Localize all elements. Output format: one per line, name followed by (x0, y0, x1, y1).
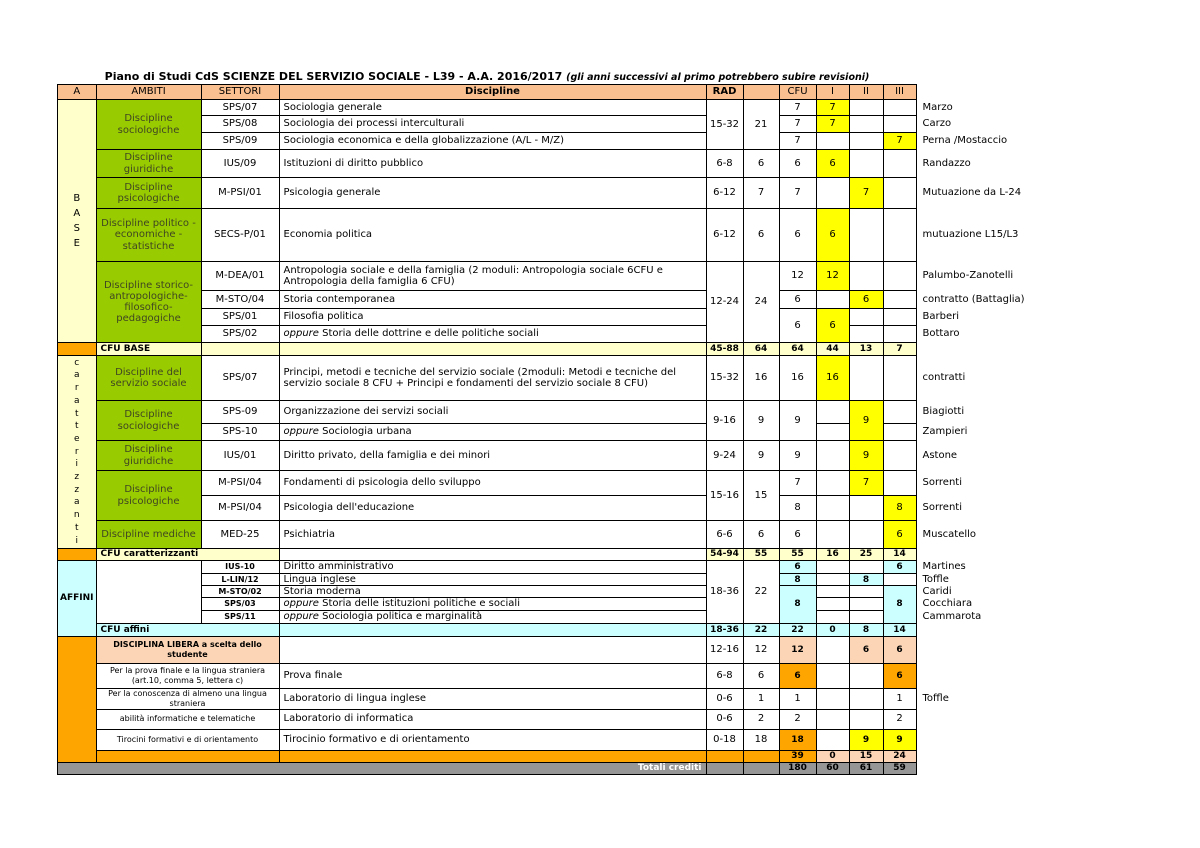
ambito: Discipline sociologiche (96, 100, 201, 150)
docente: Perna /Mostaccio (916, 133, 1046, 150)
rad-value: 1 (743, 688, 779, 709)
study-plan-table (57, 84, 1047, 775)
anno1 (816, 586, 849, 598)
rad-range: 18-36 (706, 623, 743, 636)
disciplina (279, 636, 706, 663)
rad-value: 22 (743, 561, 779, 624)
disciplina: Diritto privato, della famiglia e dei minori (279, 441, 706, 471)
docente: Toffle (916, 688, 1046, 709)
col-header-discipline: Discipline (279, 85, 706, 100)
section-strip (58, 636, 97, 762)
anno2 (849, 709, 883, 729)
ambito: Discipline psicologiche (96, 178, 201, 209)
disciplina: Economia politica (279, 209, 706, 262)
cfu-caratterizzanti-label: CFU caratterizzanti (96, 549, 279, 561)
rad-range: 0-6 (706, 688, 743, 709)
anno1: 6 (816, 209, 849, 262)
rad-value: 7 (743, 178, 779, 209)
col-header-ambiti: AMBITI (96, 85, 201, 100)
anno3: 2 (883, 709, 916, 729)
cfu: 8 (779, 574, 816, 586)
anno2: 25 (849, 549, 883, 561)
disciplina: Storia moderna (279, 586, 706, 598)
docente (916, 549, 1046, 561)
anno2: 13 (849, 343, 883, 356)
anno2 (849, 116, 883, 133)
anno3 (883, 309, 916, 326)
anno3 (883, 116, 916, 133)
rad-value: 9 (743, 401, 779, 441)
anno2: 9 (849, 729, 883, 750)
docente (916, 729, 1046, 750)
cell (201, 343, 279, 356)
col-header-a: A (58, 85, 97, 100)
disciplina: Sociologia dei processi interculturali (279, 116, 706, 133)
docente: Marzo (916, 100, 1046, 116)
docente: Sorrenti (916, 496, 1046, 521)
docente: Barberi (916, 309, 1046, 326)
anno2 (849, 688, 883, 709)
anno2: 15 (849, 750, 883, 762)
anno3 (883, 150, 916, 178)
rad-value: 2 (743, 709, 779, 729)
ambito: Per la conoscenza di almeno una lingua straniera (96, 688, 279, 709)
ambito: Discipline giuridiche (96, 150, 201, 178)
rad-value: 64 (743, 343, 779, 356)
rad-value: 6 (743, 521, 779, 549)
cfu: 7 (779, 178, 816, 209)
page-title-main: Piano di Studi CdS SCIENZE DEL SERVIZIO SOCIALE - L39 - A.A. 2016/2017 (104, 70, 567, 83)
anno2: 7 (849, 471, 883, 496)
cfu: 18 (779, 729, 816, 750)
rad-range: 6-8 (706, 150, 743, 178)
cfu: 7 (779, 116, 816, 133)
docente: Cammarota (916, 610, 1046, 623)
col-header-anno2: II (849, 85, 883, 100)
cell (279, 750, 706, 762)
anno2 (849, 496, 883, 521)
cfu-affini-label: CFU affini (96, 623, 279, 636)
rad-value: 24 (743, 262, 779, 343)
docente: Muscatello (916, 521, 1046, 549)
settore: IUS/01 (201, 441, 279, 471)
disciplina: Principi, metodi e tecniche del servizio sociale (2moduli: Metodi e tecniche del servizio sociale 8 CFU + Principi e fondamenti del servizio sociale 8 CFU) (279, 356, 706, 401)
anno1 (816, 663, 849, 688)
anno1: 6 (816, 309, 849, 343)
page-title-note: (gli anni successivi al primo potrebbero subire revisioni) (566, 72, 870, 83)
anno1: 6 (816, 150, 849, 178)
docente: Toffle (916, 574, 1046, 586)
settore: SPS/03 (201, 598, 279, 610)
cfu: 6 (779, 521, 816, 549)
anno2: 6 (849, 636, 883, 663)
cfu: 6 (779, 561, 816, 574)
cfu: 7 (779, 471, 816, 496)
settore: M-DEA/01 (201, 262, 279, 291)
anno1 (816, 441, 849, 471)
cfu: 9 (779, 401, 816, 441)
anno1 (816, 610, 849, 623)
docente: Cocchiara (916, 598, 1046, 610)
anno1 (816, 561, 849, 574)
settore: M-PSI/04 (201, 496, 279, 521)
rad-range: 18-36 (706, 561, 743, 624)
anno2 (849, 610, 883, 623)
docente: Mutuazione da L-24 (916, 178, 1046, 209)
col-header-anno3: III (883, 85, 916, 100)
rad-value: 6 (743, 209, 779, 262)
ambito: Discipline giuridiche (96, 441, 201, 471)
disciplina: Antropologia sociale e della famiglia (2 moduli: Antropologia sociale 6CFU e Antropologia della famiglia 6 CFU) (279, 262, 706, 291)
anno3 (883, 574, 916, 586)
disciplina: Sociologia generale (279, 100, 706, 116)
settore: M-PSI/01 (201, 178, 279, 209)
anno1: 44 (816, 343, 849, 356)
cfu: 12 (779, 636, 816, 663)
anno2 (849, 521, 883, 549)
ambito: Discipline politico - economiche - statistiche (96, 209, 201, 262)
rad-value: 55 (743, 549, 779, 561)
anno2: 6 (849, 291, 883, 309)
docente: contratti (916, 356, 1046, 401)
anno1 (816, 729, 849, 750)
rad-range: 6-8 (706, 663, 743, 688)
disciplina: Lingua inglese (279, 574, 706, 586)
rad-range: 15-16 (706, 471, 743, 521)
anno3: 14 (883, 623, 916, 636)
cfu: 12 (779, 262, 816, 291)
anno2: 9 (849, 441, 883, 471)
rad-range: 0-18 (706, 729, 743, 750)
cfu: 6 (779, 209, 816, 262)
anno2: 8 (849, 623, 883, 636)
rad-value: 6 (743, 663, 779, 688)
rad-value: 16 (743, 356, 779, 401)
rad-range: 6-12 (706, 209, 743, 262)
docente (916, 762, 1046, 774)
docente: mutuazione L15/L3 (916, 209, 1046, 262)
docente: Sorrenti (916, 471, 1046, 496)
anno1 (816, 471, 849, 496)
rad-range: 6-12 (706, 178, 743, 209)
anno2-totale: 61 (849, 762, 883, 774)
anno3: 8 (883, 586, 916, 623)
section-label-caratterizzanti: c a r a t t e r i z z a n t i (58, 356, 97, 549)
anno2 (849, 100, 883, 116)
cfu: 6 (779, 150, 816, 178)
anno1 (816, 424, 849, 441)
anno1: 0 (816, 623, 849, 636)
cfu: 22 (779, 623, 816, 636)
cell (96, 750, 279, 762)
anno2 (849, 209, 883, 262)
col-header-docente (916, 85, 1046, 100)
anno3 (883, 262, 916, 291)
anno2 (849, 309, 883, 326)
section-strip (58, 343, 97, 356)
section-strip (58, 549, 97, 561)
anno2 (849, 262, 883, 291)
cfu: 64 (779, 343, 816, 356)
ambito: Tirocini formativi e di orientamento (96, 729, 279, 750)
anno3: 6 (883, 663, 916, 688)
anno2 (849, 586, 883, 598)
anno3: 1 (883, 688, 916, 709)
anno2 (849, 663, 883, 688)
anno1 (816, 521, 849, 549)
disciplina: oppure Storia delle dottrine e delle politiche sociali (279, 326, 706, 343)
anno1: 16 (816, 549, 849, 561)
settore: IUS/09 (201, 150, 279, 178)
settore: SPS-09 (201, 401, 279, 424)
cfu: 7 (779, 133, 816, 150)
settore: IUS-10 (201, 561, 279, 574)
disciplina-libera-label: DISCIPLINA LIBERA a scelta dello studente (96, 636, 279, 663)
rad-range: 12-24 (706, 262, 743, 343)
anno1 (816, 291, 849, 309)
anno1: 7 (816, 100, 849, 116)
col-header-rad: RAD (706, 85, 743, 100)
disciplina: Diritto amministrativo (279, 561, 706, 574)
docente: Bottaro (916, 326, 1046, 343)
rad-range (706, 750, 743, 762)
anno1 (816, 636, 849, 663)
cfu: 6 (779, 663, 816, 688)
anno1 (816, 133, 849, 150)
settore: L-LIN/12 (201, 574, 279, 586)
disciplina: Laboratorio di informatica (279, 709, 706, 729)
ambito: Discipline storico-antropologiche-filosofico-pedagogiche (96, 262, 201, 343)
disciplina: Psichiatria (279, 521, 706, 549)
anno3 (883, 291, 916, 309)
disciplina: Prova finale (279, 663, 706, 688)
col-header-cfu: CFU (779, 85, 816, 100)
docente (916, 663, 1046, 688)
settore: SPS/01 (201, 309, 279, 326)
anno2 (849, 326, 883, 343)
anno1 (816, 709, 849, 729)
rad-value: 9 (743, 441, 779, 471)
anno3: 14 (883, 549, 916, 561)
anno3: 7 (883, 133, 916, 150)
docente: Palumbo-Zanotelli (916, 262, 1046, 291)
page-title (57, 70, 917, 83)
cfu: 6 (779, 309, 816, 343)
anno1-totale: 60 (816, 762, 849, 774)
docente: Astone (916, 441, 1046, 471)
docente: contratto (Battaglia) (916, 291, 1046, 309)
disciplina: Storia contemporanea (279, 291, 706, 309)
rad-range: 54-94 (706, 549, 743, 561)
cell (96, 561, 201, 624)
rad-range: 15-32 (706, 100, 743, 150)
anno3: 6 (883, 561, 916, 574)
anno2: 7 (849, 178, 883, 209)
anno2 (849, 150, 883, 178)
ambito: Per la prova finale e la lingua straniera (art.10, comma 5, lettera c) (96, 663, 279, 688)
cell (279, 549, 706, 561)
docente: Randazzo (916, 150, 1046, 178)
settore: SPS/09 (201, 133, 279, 150)
cfu: 6 (779, 291, 816, 309)
anno1 (816, 688, 849, 709)
anno3: 6 (883, 636, 916, 663)
settore: SPS-10 (201, 424, 279, 441)
anno1: 0 (816, 750, 849, 762)
cfu: 1 (779, 688, 816, 709)
section-label-affini: AFFINI (58, 561, 97, 637)
rad-value: 12 (743, 636, 779, 663)
docente: Biagiotti (916, 401, 1046, 424)
docente: Martines (916, 561, 1046, 574)
rad-value: 21 (743, 100, 779, 150)
docente (916, 709, 1046, 729)
rad-value: 6 (743, 150, 779, 178)
anno3-totale: 59 (883, 762, 916, 774)
anno3: 9 (883, 729, 916, 750)
disciplina: Laboratorio di lingua inglese (279, 688, 706, 709)
anno2 (849, 356, 883, 401)
anno1 (816, 401, 849, 424)
disciplina: oppure Storia delle istituzioni politiche e sociali (279, 598, 706, 610)
anno1 (816, 574, 849, 586)
anno1: 16 (816, 356, 849, 401)
anno3: 7 (883, 343, 916, 356)
anno1: 7 (816, 116, 849, 133)
docente (916, 750, 1046, 762)
anno3 (883, 424, 916, 441)
settore: M-PSI/04 (201, 471, 279, 496)
totals-label: Totali crediti (58, 762, 707, 774)
anno3 (883, 401, 916, 424)
cell (279, 623, 706, 636)
settore: SPS/02 (201, 326, 279, 343)
anno3 (883, 100, 916, 116)
disciplina: Istituzioni di diritto pubblico (279, 150, 706, 178)
rad-value: 18 (743, 729, 779, 750)
docente: Carzo (916, 116, 1046, 133)
cfu: 16 (779, 356, 816, 401)
col-header-settori: SETTORI (201, 85, 279, 100)
disciplina: Psicologia generale (279, 178, 706, 209)
disciplina: oppure Sociologia urbana (279, 424, 706, 441)
cfu-base-label: CFU BASE (96, 343, 201, 356)
anno3 (883, 178, 916, 209)
rad-range: 9-24 (706, 441, 743, 471)
rad-value: 15 (743, 471, 779, 521)
rad-value: 22 (743, 623, 779, 636)
docente: Caridi (916, 586, 1046, 598)
disciplina: Filosofia politica (279, 309, 706, 326)
disciplina: Organizzazione dei servizi sociali (279, 401, 706, 424)
ambito: Discipline del servizio sociale (96, 356, 201, 401)
anno2 (849, 598, 883, 610)
disciplina: Sociologia economica e della globalizzazione (A/L - M/Z) (279, 133, 706, 150)
settore: MED-25 (201, 521, 279, 549)
cfu: 8 (779, 586, 816, 623)
settore: SPS/08 (201, 116, 279, 133)
anno3 (883, 326, 916, 343)
docente: Zampieri (916, 424, 1046, 441)
anno1 (816, 598, 849, 610)
rad-value (743, 750, 779, 762)
anno2: 8 (849, 574, 883, 586)
rad-range: 6-6 (706, 521, 743, 549)
disciplina: Tirocinio formativo e di orientamento (279, 729, 706, 750)
cfu: 7 (779, 100, 816, 116)
anno3 (883, 441, 916, 471)
rad-range: 15-32 (706, 356, 743, 401)
col-header-anno1: I (816, 85, 849, 100)
anno1: 12 (816, 262, 849, 291)
anno2: 9 (849, 401, 883, 441)
docente (916, 343, 1046, 356)
ambito: Discipline sociologiche (96, 401, 201, 441)
rad-range: 12-16 (706, 636, 743, 663)
anno2 (849, 133, 883, 150)
settore: M-STO/04 (201, 291, 279, 309)
anno1 (816, 178, 849, 209)
cfu: 2 (779, 709, 816, 729)
settore: SPS/07 (201, 356, 279, 401)
ambito: Discipline mediche (96, 521, 201, 549)
settore: SPS/07 (201, 100, 279, 116)
col-header-rad2 (743, 85, 779, 100)
rad-range: 0-6 (706, 709, 743, 729)
docente (916, 636, 1046, 663)
anno3 (883, 356, 916, 401)
settore: M-STO/02 (201, 586, 279, 598)
cfu: 55 (779, 549, 816, 561)
cfu: 39 (779, 750, 816, 762)
anno3: 6 (883, 521, 916, 549)
ambito: abilità informatiche e telematiche (96, 709, 279, 729)
cfu: 8 (779, 496, 816, 521)
settore: SECS-P/01 (201, 209, 279, 262)
ambito: Discipline psicologiche (96, 471, 201, 521)
anno3: 24 (883, 750, 916, 762)
rad-value (743, 762, 779, 774)
disciplina: Fondamenti di psicologia dello sviluppo (279, 471, 706, 496)
anno1 (816, 496, 849, 521)
cfu: 9 (779, 441, 816, 471)
disciplina: oppure Sociologia politica e marginalità (279, 610, 706, 623)
disciplina: Psicologia dell'educazione (279, 496, 706, 521)
anno3 (883, 209, 916, 262)
rad-range: 45-88 (706, 343, 743, 356)
rad-range: 9-16 (706, 401, 743, 441)
docente (916, 623, 1046, 636)
anno3: 8 (883, 496, 916, 521)
cell (279, 343, 706, 356)
section-label-base: B A S E (58, 100, 97, 343)
anno3 (883, 471, 916, 496)
cfu-totale: 180 (779, 762, 816, 774)
rad-range (706, 762, 743, 774)
settore: SPS/11 (201, 610, 279, 623)
anno2 (849, 561, 883, 574)
